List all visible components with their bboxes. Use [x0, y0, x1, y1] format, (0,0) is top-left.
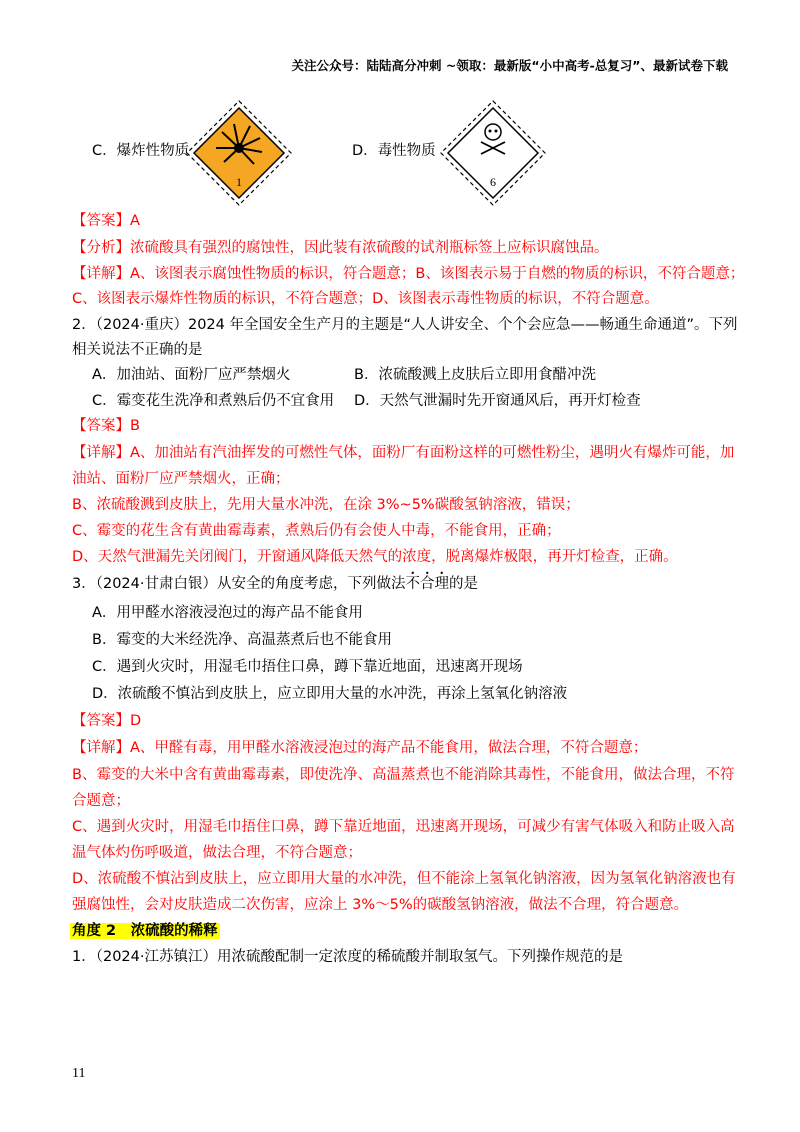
q3-option-b: B．霉变的大米经洗净、高温蒸煮后也不能食用: [92, 632, 392, 648]
q2-answer: 【答案】B: [72, 418, 140, 434]
q1-detail-line: C、该图表示爆炸性物质的标识，不符合题意；D、该图表示毒性物质的标识，不符合题意。: [72, 291, 659, 307]
q2-detail-line: C、霉变的花生含有黄曲霉毒素，煮熟后仍有会使人中毒，不能食用，正确；: [72, 523, 561, 539]
page-number: 11: [72, 1066, 86, 1081]
option-c-label: C．爆炸性物质: [92, 143, 190, 159]
q2-detail-line: D、天然气泄漏先关闭阀门，开窗通风降低天然气的浓度，脱离爆炸极限，再开灯检查，正确。: [72, 549, 678, 565]
q2-stem-line: 相关说法不正确的是: [72, 342, 203, 358]
q3-option-c: C．遇到火灾时，用湿毛巾捂住口鼻，蹲下靠近地面，迅速离开现场: [92, 659, 523, 675]
q2-option-b: B．浓硫酸溅上皮肤后立即用食醋冲洗: [354, 367, 596, 383]
q2-detail-line: 油站、面粉厂应严禁烟火，正确；: [72, 471, 290, 487]
q2-detail: 【详解】A、加油站有汽油挥发的可燃性气体，面粉厂有面粉这样的可燃性粉尘，遇明火有爆炸可能，加: [72, 445, 735, 461]
q3-detail: 【详解】A、甲醛有毒，用甲醛水溶液浸泡过的海产品不能食用，做法合理，不符合题意；: [72, 740, 648, 756]
q3-detail-line: 强腐蚀性，会对皮肤造成二次伤害，应涂上 3%～5%的碳酸氢钠溶液，做法不合理，符合题意。: [72, 897, 689, 913]
toxic-sign-icon: [438, 98, 548, 208]
toxic-sign-number: 6: [490, 175, 496, 189]
q3-detail-line: 温气体灼伤呼吸道，做法合理，不符合题意；: [72, 845, 362, 861]
q2-detail-line: B、浓硫酸溅到皮肤上，先用大量水冲洗，在涂 3%~5%碳酸氢钠溶液，错误；: [72, 497, 580, 513]
section-title: 角度 2 浓硫酸的稀释: [72, 923, 218, 939]
q1-detail: 【详解】A、该图表示腐蚀性物质的标识，符合题意；B、该图表示易于自燃的物质的标识，不符合题意；: [72, 266, 745, 282]
explosive-sign-number: 1: [236, 175, 242, 189]
section-q1-stem: 1．（2024·江苏镇江）用浓硫酸配制一定浓度的稀硫酸并制取氢气。下列操作规范的是: [72, 949, 623, 965]
q3-detail-line: B、霉变的大米中含有黄曲霉毒素，即使洗净、高温蒸煮也不能消除其毒性，不能食用，做法合理，不符: [72, 767, 735, 783]
q2-stem: 2．（2024·重庆）2024 年全国安全生产月的主题是“人人讲安全、个个会应急——畅通生命通道”。下列: [72, 317, 738, 333]
q3-detail-line: 合题意；: [72, 793, 130, 809]
q1-analysis: 【分析】浓硫酸具有强烈的腐蚀性，因此装有浓硫酸的试剂瓶标签上应标识腐蚀品。: [72, 240, 609, 256]
q3-option-a: A．用甲醛水溶液浸泡过的海产品不能食用: [92, 605, 363, 621]
q2-option-a: A．加油站、面粉厂应严禁烟火: [92, 367, 291, 383]
option-d-label: D．毒性物质: [352, 143, 436, 159]
q3-option-d: D．浓硫酸不慎沾到皮肤上，应立即用大量的水冲洗，再涂上氢氧化钠溶液: [92, 686, 568, 702]
q1-answer: 【答案】A: [72, 213, 140, 229]
page-header: 关注公众号：陆陆高分冲刺 ~领取：最新版“小中高考-总复习”、最新试卷下载: [291, 58, 728, 73]
q3-detail-line: C、遇到火灾时，用湿毛巾捂住口鼻，蹲下靠近地面，迅速离开现场，可减少有害气体吸入和防止吸入高: [72, 819, 735, 835]
q3-answer: 【答案】D: [72, 713, 142, 729]
q2-option-c: C．霉变花生洗净和煮熟后仍不宜食用: [92, 393, 335, 409]
explosive-sign-icon: [184, 98, 294, 208]
q3-stem: 3．（2024·甘肃白银）从安全的角度考虑，下列做法不合理的是: [72, 576, 478, 592]
q3-detail-line: D、浓硫酸不慎沾到皮肤上，应立即用大量的水冲洗，但不能涂上氢氧化钠溶液，因为氢氧化钠溶液也有: [72, 871, 736, 887]
q2-option-d: D．天然气泄漏时先开窗通风后，再开灯检查: [354, 393, 641, 409]
